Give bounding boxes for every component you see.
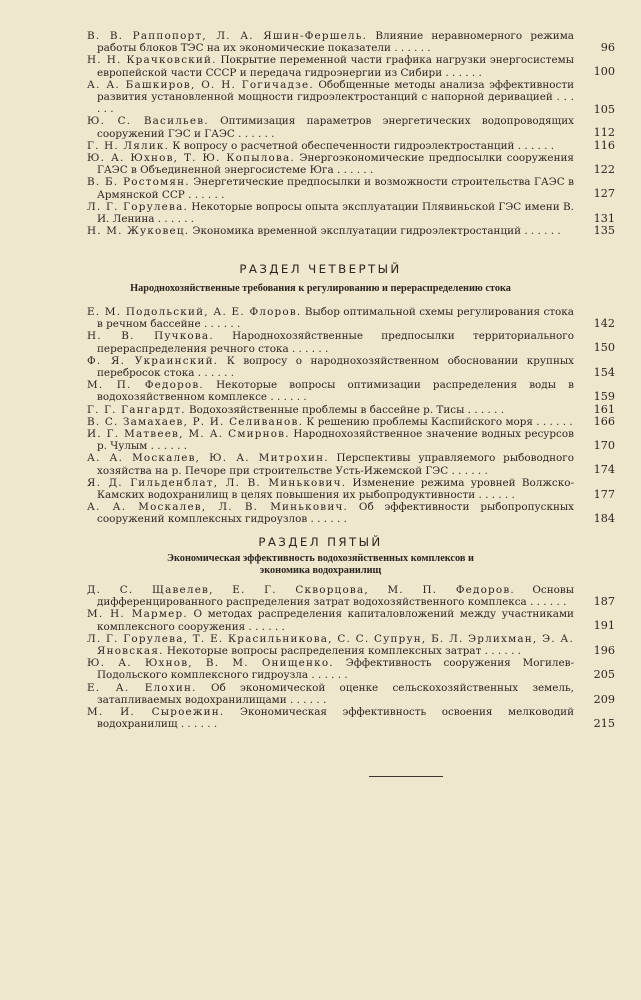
entry-title: Изменение режима уровней Волжско-Камских водохранилищ в целях повышения их рыбопродуктивности <box>97 476 574 502</box>
entry-authors: Е. А. Елохин. <box>87 681 197 694</box>
toc-entry <box>0 682 641 706</box>
section-heading: РАЗДЕЛ ЧЕТВЕРТЫЙ <box>239 262 402 276</box>
entry-title: Оптимизация параметров энергетических водопроводящих сооружений ГЭС и ГАЭС <box>97 115 574 140</box>
entry-title: К решению проблемы Каспийского моря <box>306 415 533 428</box>
entry-authors: Ю. А. Юхнов, В. М. Онищенко. <box>87 657 334 670</box>
toc-entry <box>0 115 641 139</box>
entry-authors: М. П. Федоров. <box>87 379 204 392</box>
entry-title: Энергетические предпосылки и возможности строительства ГАЭС в Армянской ССР <box>97 176 574 201</box>
entry-title: Некоторые вопросы опыта эксплуатации Плявиньской ГЭС имени В. И. Ленина <box>97 200 574 226</box>
entry-title: Водохозяйственные проблемы в бассейне р. Тисы <box>189 403 465 416</box>
toc-entry <box>0 30 641 54</box>
entry-authors: Д. С. Щавелев, Е. Г. Скворцова, М. П. Федоров. <box>87 584 515 596</box>
entry-authors: Г. Н. Лялик. <box>87 139 170 152</box>
toc-entry <box>0 477 641 501</box>
leader-dots: . . . . . . <box>475 489 515 502</box>
leader-dots: . . . . . . <box>184 188 225 201</box>
section-subtitle-line2: экономика водохранилищ <box>259 565 382 576</box>
entry-authors: И. Г. Матвеев, М. А. Смирнов. <box>87 428 290 441</box>
entry-authors: А. А. Москалев, Л. В. Минькович. <box>87 501 349 514</box>
leader-dots: . . . . . . <box>97 91 574 116</box>
toc-entry <box>0 152 641 176</box>
leader-dots: . . . . . . <box>245 620 285 633</box>
entry-authors: Я. Д. Гильденблат, Л. В. Минькович. <box>87 476 347 489</box>
leader-dots: . . . . . . <box>526 596 567 609</box>
entry-page-number: 187 <box>593 595 615 608</box>
entry-authors: М. И. Сыроежин. <box>87 706 225 719</box>
toc-entry <box>0 428 641 452</box>
entry-authors: Ф. Я. Украинский. <box>87 354 219 367</box>
leader-dots: . . . . . . <box>333 164 374 177</box>
entry-title: Народнохозяйственные предпосылки территориального перераспределения речного стока <box>97 330 574 355</box>
entry-authors: М. Н. Мармер. <box>87 608 188 621</box>
entry-title: К вопросу о расчетной обеспеченности гидроэлектростанций <box>172 139 515 152</box>
toc-group-section4 <box>0 306 641 526</box>
entry-title: К вопросу о народнохозяйственном обосновании крупных перебросок стока <box>97 354 574 380</box>
entry-authors: Ю. А. Юхнов, Т. Ю. Копылова. <box>87 152 295 165</box>
toc-entry-text <box>87 140 574 152</box>
toc-entry <box>0 404 641 416</box>
entry-page-number: 205 <box>593 668 615 682</box>
toc-entry-text <box>87 416 574 428</box>
toc-entry-text <box>87 54 574 78</box>
toc-entry <box>0 54 641 78</box>
leader-dots: . . . . . . <box>521 225 561 238</box>
entry-page-number: 135 <box>593 224 615 238</box>
toc-entry <box>0 355 641 379</box>
leader-dots: . . . . . . <box>308 669 348 682</box>
entry-page-number: 166 <box>593 414 615 428</box>
toc-entry-text <box>87 330 574 354</box>
leader-dots: . . . . . . <box>154 213 195 226</box>
toc-entry-text <box>87 225 574 237</box>
entry-page-number: 161 <box>593 402 615 416</box>
toc-entry <box>0 140 641 152</box>
toc-entry-text <box>87 682 574 706</box>
entry-title: Народнохозяйственное значение водных ресурсов р. Чулым <box>97 428 574 453</box>
entry-title: Покрытие переменной части графика нагрузки энергосистемы европейской части СССР и передача гидроэнергии из Сибири <box>97 54 574 79</box>
entry-title: Экономическая эффективность освоения мелководий водохранилищ <box>97 706 574 731</box>
entry-page-number: 154 <box>593 365 615 379</box>
entry-title: Влияние неравномерного режима работы блоков ТЭС на их экономические показатели <box>97 30 574 55</box>
entry-page-number: 96 <box>600 41 615 54</box>
toc-entry <box>0 306 641 330</box>
toc-entry-text <box>87 115 574 139</box>
entry-page-number: 150 <box>593 341 615 355</box>
toc-entry-text <box>87 657 574 681</box>
toc-entry <box>0 657 641 681</box>
leader-dots: . . . . . . <box>514 139 555 152</box>
entry-page-number: 100 <box>593 65 615 79</box>
leader-dots: . . . . . . <box>267 391 307 404</box>
entry-page-number: 177 <box>593 487 615 501</box>
entry-title: Энергоэкономические предпосылки сооружения ГАЭС в Объединенной энергосистеме Юга <box>97 152 574 177</box>
leader-dots: . . . . . . <box>147 440 187 453</box>
entry-page-number: 184 <box>593 512 615 526</box>
toc-entry-text <box>87 452 574 476</box>
toc-entry-text <box>87 428 574 452</box>
toc-entry <box>0 452 641 476</box>
entry-title: Обобщенные методы анализа эффективности развития установленной мощности гидроэлектростанций с напорной деривацией <box>97 78 575 104</box>
entry-authors: Е. М. Подольский, А. Е. Флоров. <box>87 306 302 318</box>
entry-page-number: 112 <box>593 126 615 140</box>
toc-entry <box>0 608 641 632</box>
entry-title: Некоторые вопросы распределения комплексных затрат <box>166 645 482 658</box>
entry-page-number: 105 <box>593 102 615 116</box>
toc-entry <box>0 201 641 225</box>
section-subtitle: Народнохозяйственные требования к регулированию и перераспределению стока <box>130 283 511 294</box>
toc-entry <box>0 225 641 237</box>
toc-entry-text <box>87 379 574 403</box>
leader-dots: . . . . . . <box>390 42 431 55</box>
entry-title: Выбор оптимальной схемы регулирования стока в речном бассейне <box>97 306 574 331</box>
entry-title: Об экономической оценке сельскохозяйственных земель, затапливаемых водохранилищами <box>97 681 574 706</box>
leader-dots: . . . . . . <box>200 318 241 331</box>
entry-title: Об эффективности рыбопропускных сооружений комплексных гидроузлов <box>97 501 574 526</box>
entry-page-number: 116 <box>593 138 615 152</box>
toc-entry-text <box>87 176 574 200</box>
end-rule <box>369 776 443 777</box>
entry-title: Основы дифференцированного распределения затрат водохозяйственного комплекса <box>97 584 574 609</box>
toc-entry-text <box>87 584 574 608</box>
leader-dots: . . . . . . <box>464 403 505 416</box>
entry-page-number: 209 <box>593 692 615 706</box>
entry-title: Экономика временной эксплуатации гидроэлектростанций <box>192 225 522 238</box>
entry-authors: В. В. Раппопорт, Л. А. Яшин-Фершель. <box>87 30 368 42</box>
leader-dots: . . . . . . <box>177 718 218 731</box>
leader-dots: . . . . . . <box>481 645 521 658</box>
leader-dots: . . . . . . <box>286 693 327 706</box>
toc-entry-text <box>87 152 574 176</box>
entry-authors: Н. В. Пучкова. <box>87 330 214 343</box>
entry-page-number: 122 <box>593 163 615 177</box>
entry-authors: А. А. Башкиров, О. Н. Гогичадзе. <box>87 78 314 91</box>
leader-dots: . . . . . . <box>234 127 275 140</box>
entry-title: Эффективность сооружения Могилев-Подольского комплексного гидроузла <box>97 657 574 682</box>
entry-page-number: 142 <box>593 317 615 330</box>
entry-authors: В. Б. Ростомян. <box>87 176 190 189</box>
entry-authors: Н. Н. Крачковский. <box>87 54 217 67</box>
toc-entry-text <box>87 30 574 54</box>
toc-entry-text <box>87 355 574 379</box>
entry-title: Некоторые вопросы оптимизации распределения воды в водохозяйственном комплексе <box>97 379 574 404</box>
entry-page-number: 131 <box>593 211 615 225</box>
toc-entry-text <box>87 477 574 501</box>
leader-dots: . . . . . . <box>442 66 482 79</box>
toc-entry-text <box>87 404 574 416</box>
entry-authors: Л. Г. Горулева. <box>87 200 188 213</box>
leader-dots: . . . . . . <box>533 415 573 428</box>
toc-entry <box>0 176 641 200</box>
entry-page-number: 170 <box>593 439 615 453</box>
toc-entry <box>0 416 641 428</box>
toc-entry-text <box>87 608 574 632</box>
section-subtitle-line1: Экономическая эффективность водохозяйственных комплексов и <box>167 553 474 564</box>
toc-entry-text <box>87 306 574 330</box>
leader-dots: . . . . . . <box>288 342 329 355</box>
leader-dots: . . . . . . <box>448 464 488 477</box>
entry-page-number: 174 <box>593 463 615 477</box>
entry-authors: Н. М. Жуковец. <box>87 225 190 238</box>
entry-authors: В. С. Замахаев, Р. И. Селиванов. <box>87 415 304 428</box>
toc-entry <box>0 706 641 730</box>
toc-entry-text <box>87 501 574 525</box>
toc-entry <box>0 379 641 403</box>
toc-group-section5 <box>0 584 641 730</box>
toc-entry-text <box>87 706 574 730</box>
leader-dots: . . . . . . <box>194 367 235 380</box>
toc-entry <box>0 584 641 608</box>
entry-authors: Л. Г. Горулева, Т. Е. Красильникова, С. С. Супрун, Б. Л. Эрлихман, Э. А. Яновская. <box>87 632 574 658</box>
toc-entry <box>0 501 641 525</box>
toc-group-section3-tail <box>0 30 641 237</box>
entry-authors: Ю. С. Васильев. <box>87 115 209 128</box>
toc-entry-text <box>87 201 574 225</box>
entry-title: О методах распределения капиталовложений между участниками комплексного сооружения <box>97 608 574 633</box>
toc-entry <box>0 79 641 116</box>
entry-page-number: 159 <box>593 390 615 404</box>
entry-title: Перспективы управляемого рыбоводного хозяйства на р. Печоре при строительстве Усть-Ижемской ГЭС <box>97 452 574 477</box>
toc-entry <box>0 633 641 657</box>
section-heading: РАЗДЕЛ ПЯТЫЙ <box>258 535 383 549</box>
entry-page-number: 127 <box>593 187 615 201</box>
entry-authors: Г. Г. Гангардт. <box>87 403 186 416</box>
toc-entry <box>0 330 641 354</box>
entry-authors: А. А. Москалев, Ю. А. Митрохин. <box>87 452 329 465</box>
leader-dots: . . . . . . <box>307 513 347 526</box>
entry-page-number: 196 <box>593 643 615 657</box>
toc-entry-text <box>87 79 574 116</box>
entry-page-number: 215 <box>593 717 615 731</box>
entry-page-number: 191 <box>593 619 615 633</box>
toc-entry-text <box>87 633 574 657</box>
